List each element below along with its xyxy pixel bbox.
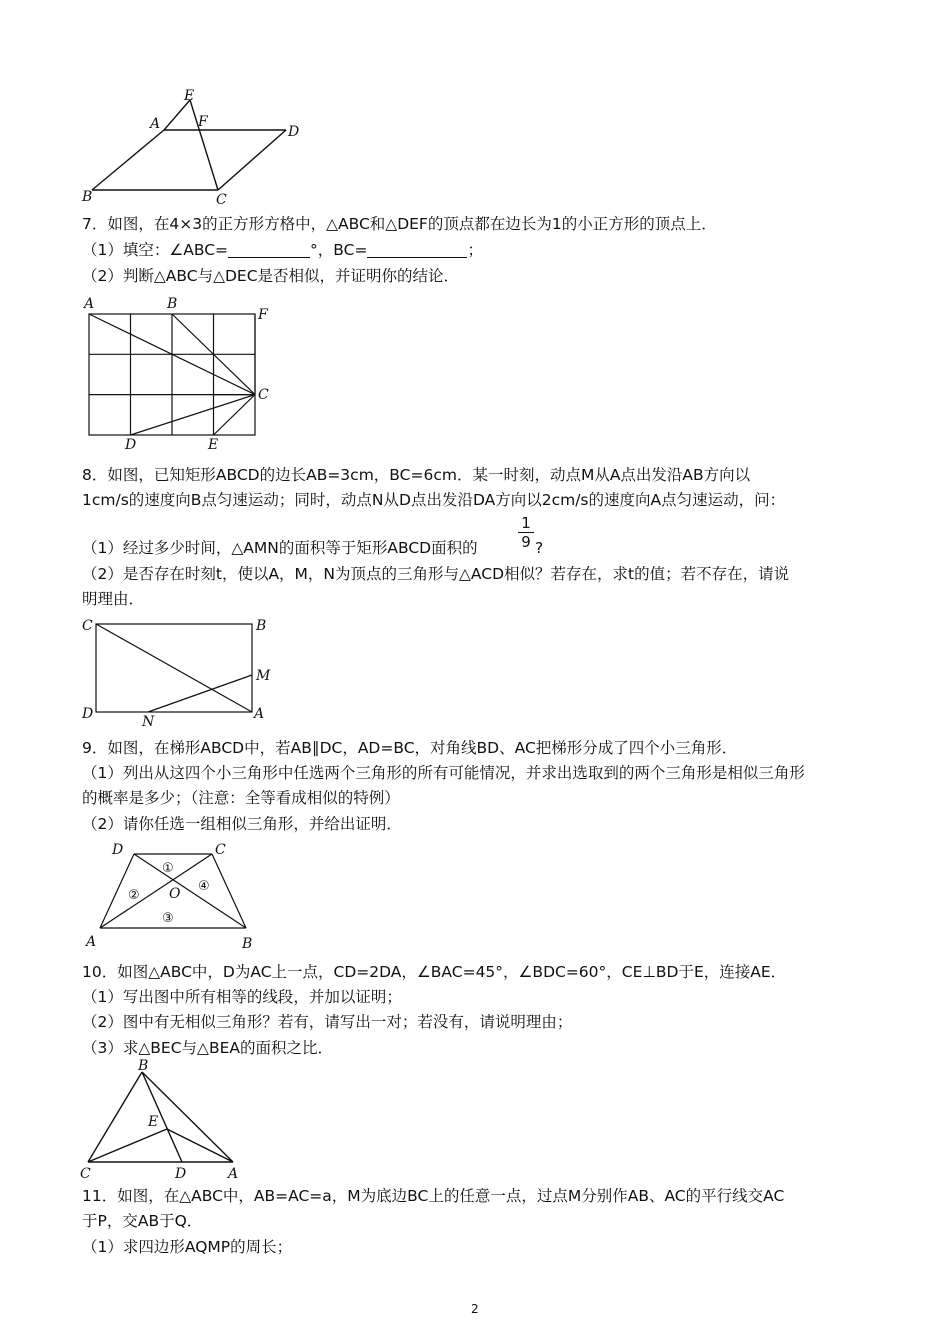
- label-E: E: [148, 1114, 159, 1130]
- label-B: B: [82, 189, 93, 205]
- q8-line2: 1cm/s的速度向B点匀速运动；同时，动点N从D点出发沿DA方向以2cm/s的速度向A点匀速运动，问：: [82, 491, 786, 509]
- q10-stem: 10．如图△ABC中，D为AC上一点，CD=2DA，∠BAC=45°，∠BDC=60°，CE⊥BD于E，连接AE．: [82, 963, 787, 981]
- figure-q7-grid: [78, 292, 288, 454]
- q10-part2: （2）图中有无相似三角形？若有，请写出一对；若没有，请说明理由；: [82, 1013, 573, 1031]
- label-M: M: [256, 668, 271, 684]
- label-C: C: [258, 387, 269, 403]
- label-D: D: [288, 124, 300, 140]
- label-C: C: [82, 618, 93, 634]
- label-A: A: [150, 116, 161, 132]
- q9-stem: 9．如图，在梯形ABCD中，若AB∥DC，AD=BC，对角线BD、AC把梯形分成了四个小三角形．: [82, 739, 738, 757]
- q7-blank-angle[interactable]: [228, 242, 310, 258]
- q11-part1: （1）求四边形AQMP的周长；: [82, 1238, 293, 1256]
- q10-part1: （1）写出图中所有相等的线段，并加以证明；: [82, 988, 402, 1006]
- q9-part2: （2）请你任选一组相似三角形，并给出证明．: [82, 815, 402, 833]
- region-4: ④: [198, 879, 210, 894]
- figure-q10-triangle: [78, 1056, 258, 1184]
- label-B: B: [256, 618, 267, 634]
- page-number: 2: [471, 1302, 479, 1316]
- label-B: B: [138, 1058, 149, 1074]
- figure-q8-rectangle: [78, 614, 288, 730]
- label-C: C: [215, 842, 226, 858]
- q7-part2: （2）判断△ABC与△DEC是否相似，并证明你的结论．: [82, 267, 460, 285]
- label-A: A: [86, 934, 97, 950]
- region-2: ②: [128, 888, 140, 903]
- q8-part2-line2: 明理由．: [82, 590, 145, 608]
- figure-q9-trapezoid: [78, 840, 278, 956]
- q9-part1-line2: 的概率是多少；（注意：全等看成相似的特例）: [82, 789, 400, 807]
- label-A: A: [254, 706, 265, 722]
- q11-line2: 于P，交AB于Q．: [82, 1212, 203, 1230]
- region-1: ①: [162, 861, 174, 876]
- label-N: N: [142, 714, 155, 730]
- label-C: C: [216, 192, 227, 208]
- q7-part1: （1）填空：∠ABC= °，BC= ；: [82, 241, 483, 259]
- label-F: F: [198, 114, 208, 130]
- region-3: ③: [162, 911, 174, 926]
- label-D: D: [112, 842, 124, 858]
- label-A: A: [84, 296, 95, 312]
- q10-part3: （3）求△BEC与△BEA的面积之比．: [82, 1039, 333, 1057]
- q8-part1-end: ?: [535, 539, 544, 557]
- figure-q6-parallelogram: [78, 88, 318, 210]
- label-E: E: [208, 437, 219, 453]
- label-E: E: [184, 88, 195, 104]
- label-B: B: [167, 296, 178, 312]
- q8-part2-line1: （2）是否存在时刻t，使以A，M，N为顶点的三角形与△ACD相似？若存在，求t的值；若不存在，请说: [82, 565, 790, 583]
- label-D: D: [125, 437, 137, 453]
- q7-stem: 7．如图，在4×3的正方形方格中，△ABC和△DEF的顶点都在边长为1的小正方形的顶点上．: [82, 215, 717, 233]
- label-B: B: [242, 936, 253, 952]
- q8-part1: （1）经过多少时间，△AMN的面积等于矩形ABCD面积的: [82, 539, 478, 557]
- q11-line1: 11．如图，在△ABC中，AB=AC=a，M为底边BC上的任意一点，过点M分别作AB、AC的平行线交AC: [82, 1187, 785, 1205]
- q7-blank-bc[interactable]: [367, 242, 467, 258]
- q9-part1-line1: （1）列出从这四个小三角形中任选两个三角形的所有可能情况，并求出选取到的两个三角形是相似三角形: [82, 764, 805, 782]
- label-O: O: [169, 886, 181, 902]
- q8-fraction: 1 9: [518, 515, 534, 550]
- label-D: D: [175, 1166, 187, 1182]
- label-D: D: [82, 706, 94, 722]
- label-A: A: [228, 1166, 239, 1182]
- label-C: C: [80, 1166, 91, 1182]
- label-F: F: [258, 307, 268, 323]
- q8-line1: 8．如图，已知矩形ABCD的边长AB=3cm，BC=6cm．某一时刻，动点M从A点出发沿AB方向以: [82, 466, 751, 484]
